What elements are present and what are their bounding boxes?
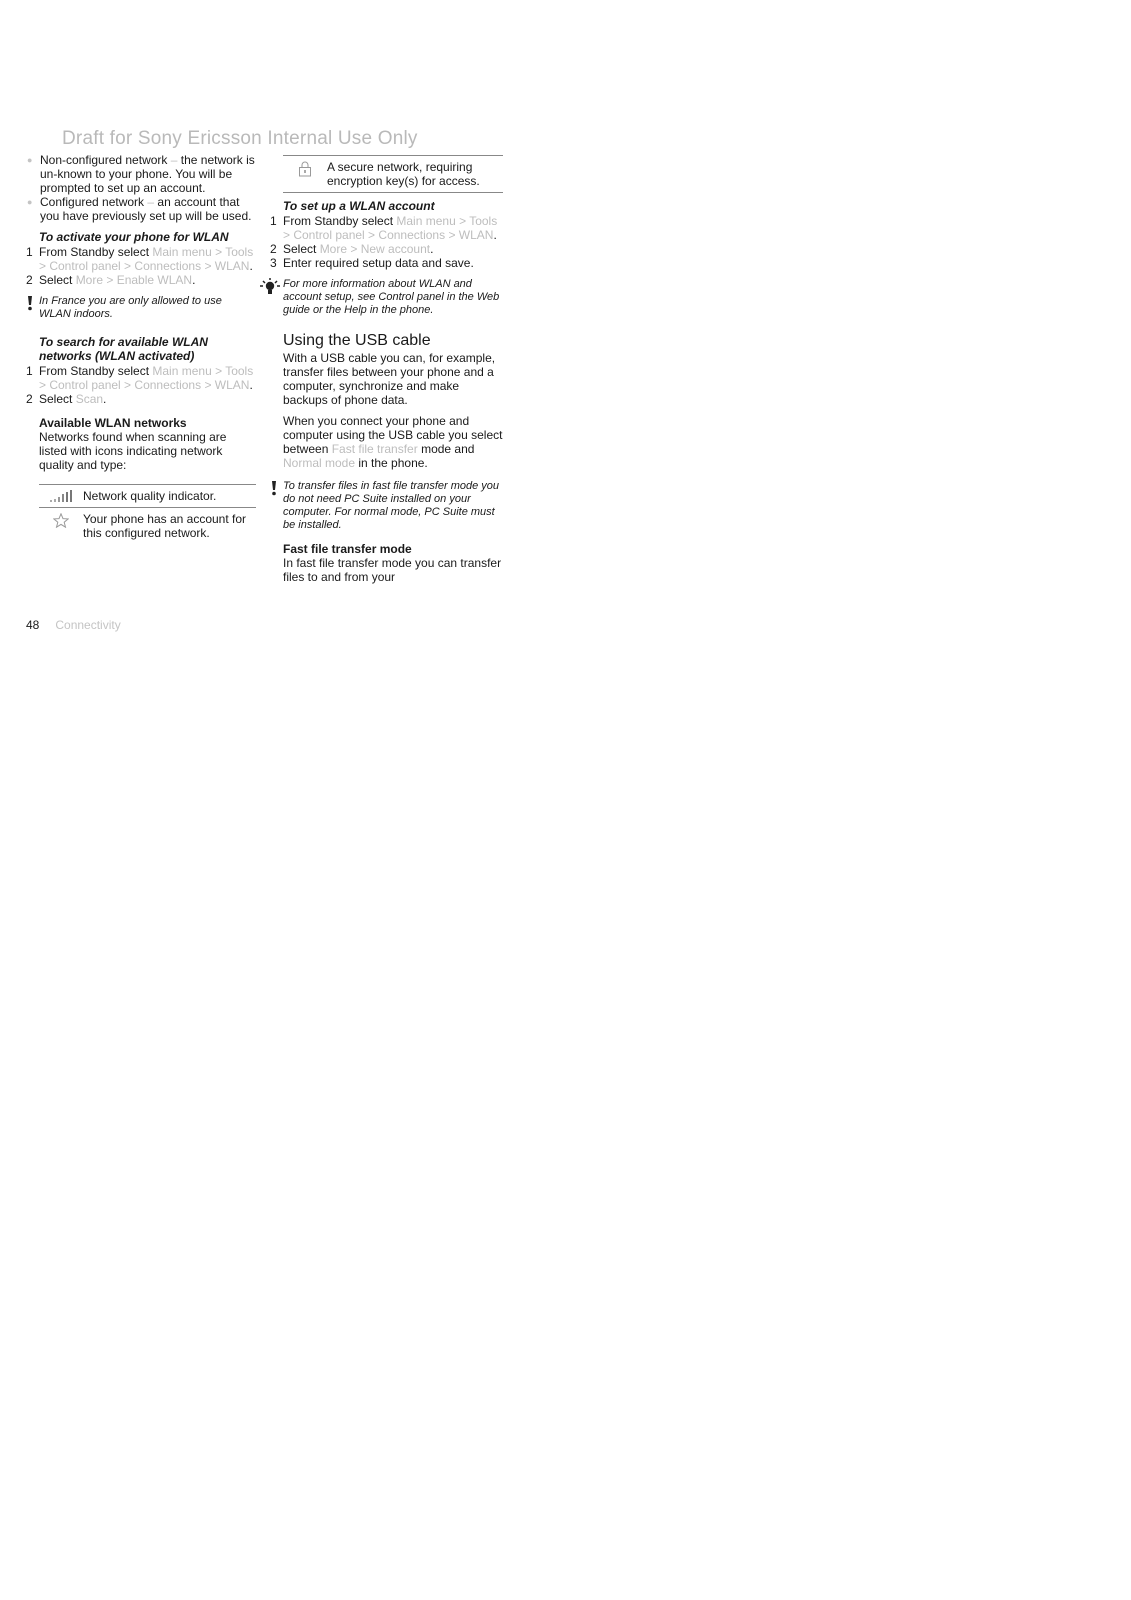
step-item [26, 273, 256, 287]
step-text: From Standby select [39, 364, 153, 378]
usb-section-title: Using the USB cable [283, 332, 431, 349]
bullet-icon: ● [27, 155, 33, 165]
signal-bars-icon [39, 489, 83, 503]
step-number: 1 [270, 214, 277, 228]
note-text: In France you are only allowed to use WLAN indoors. [39, 295, 222, 320]
menu-path: Main menu > Tools > Control panel > Connections > WLAN [39, 245, 254, 273]
list-item [26, 153, 256, 195]
available-networks-heading: Available WLAN networks [39, 416, 187, 430]
menu-path: Main menu > Tools > Control panel > Connections > WLAN [283, 214, 498, 242]
icon-description: A secure network, requiring encryption key(s) for access. [327, 160, 480, 188]
search-wlan-heading: To search for available WLAN networks (WLAN activated) [39, 335, 208, 363]
bullet-desc: an account that you have previously set up will be used. [40, 195, 252, 223]
usb-para-1: With a USB cable you can, for example, transfer files between your phone and a computer, synchronize and make backups of phone data. [283, 351, 496, 407]
step-end: . [249, 259, 253, 273]
para-text: in the phone. [355, 456, 428, 470]
note-pc-suite [270, 480, 503, 532]
icon-description: Network quality indicator. [83, 489, 217, 503]
star-icon [39, 512, 83, 540]
menu-path: More > Enable WLAN [75, 273, 193, 287]
bullet-dash: – [144, 195, 158, 209]
step-end: . [103, 392, 107, 406]
step-end: . [493, 228, 497, 242]
page-number: 48 [26, 618, 40, 632]
step-item [26, 392, 256, 406]
icon-table-row [39, 507, 256, 544]
menu-path: Main menu > Tools > Control panel > Connections > WLAN [39, 364, 254, 392]
step-item [270, 256, 503, 270]
step-end: . [192, 273, 196, 287]
menu-path: More > New account [319, 242, 431, 256]
icon-description: Your phone has an account for this configured network. [83, 512, 247, 540]
step-item [270, 242, 503, 256]
icon-table-row [39, 485, 256, 507]
step-text: Select [39, 273, 76, 287]
left-column [26, 153, 256, 544]
lightbulb-icon [260, 278, 283, 317]
step-number: 2 [26, 392, 33, 406]
para-text: mode and [417, 442, 475, 456]
step-number: 2 [26, 273, 33, 287]
note-text: To transfer files in fast file transfer mode you do not need PC Suite installed on your computer. For normal mode, PC Suite must be installed. [283, 480, 500, 531]
activate-wlan-heading: To activate your phone for WLAN [39, 230, 229, 244]
step-text: Select [39, 392, 76, 406]
note-france [26, 295, 256, 321]
bullet-icon: ● [27, 197, 33, 207]
footer-section: Connectivity [55, 618, 121, 632]
menu-path: Normal mode [283, 456, 356, 470]
list-item [26, 195, 256, 223]
step-end: . [430, 242, 434, 256]
tip-text: For more information about WLAN and account setup, see Control panel in the Web guide or the Help in the phone. [283, 278, 500, 316]
right-column [270, 153, 503, 584]
icon-table [39, 484, 256, 544]
menu-path: Fast file transfer [331, 442, 418, 456]
step-number: 3 [270, 256, 277, 270]
menu-path: Scan [75, 392, 104, 406]
para-text: When you connect your phone and computer using the USB cable you select between [283, 414, 503, 456]
bullet-term: Non-configured network [40, 153, 168, 167]
usb-para-2 [270, 414, 503, 470]
bullet-term: Configured network [40, 195, 145, 209]
exclamation-icon [270, 480, 283, 532]
icon-table-row [283, 156, 503, 192]
step-number: 2 [270, 242, 277, 256]
fast-transfer-text: In fast file transfer mode you can transfer files to and from your [283, 556, 502, 584]
step-number: 1 [26, 245, 33, 259]
fast-transfer-heading: Fast file transfer mode [283, 542, 412, 556]
bullet-dash: – [167, 153, 181, 167]
lock-icon [283, 160, 327, 188]
step-text: From Standby select [283, 214, 397, 228]
step-text: Enter required setup data and save. [283, 256, 474, 270]
exclamation-icon [26, 295, 39, 321]
step-item [270, 214, 503, 242]
bullet-desc: the network is un-known to your phone. You will be prompted to set up an account. [40, 153, 255, 195]
step-text: From Standby select [39, 245, 153, 259]
step-end: . [249, 378, 253, 392]
tip-wlan-setup [270, 278, 503, 317]
step-text: Select [283, 242, 320, 256]
step-number: 1 [26, 364, 33, 378]
icon-table [283, 155, 503, 193]
setup-wlan-heading: To set up a WLAN account [283, 199, 435, 213]
step-item [26, 364, 256, 392]
draft-watermark: Draft for Sony Ericsson Internal Use Only [62, 128, 418, 149]
page-footer [26, 618, 121, 632]
available-networks-text: Networks found when scanning are listed with icons indicating network quality and type: [39, 430, 227, 472]
step-item [26, 245, 256, 273]
